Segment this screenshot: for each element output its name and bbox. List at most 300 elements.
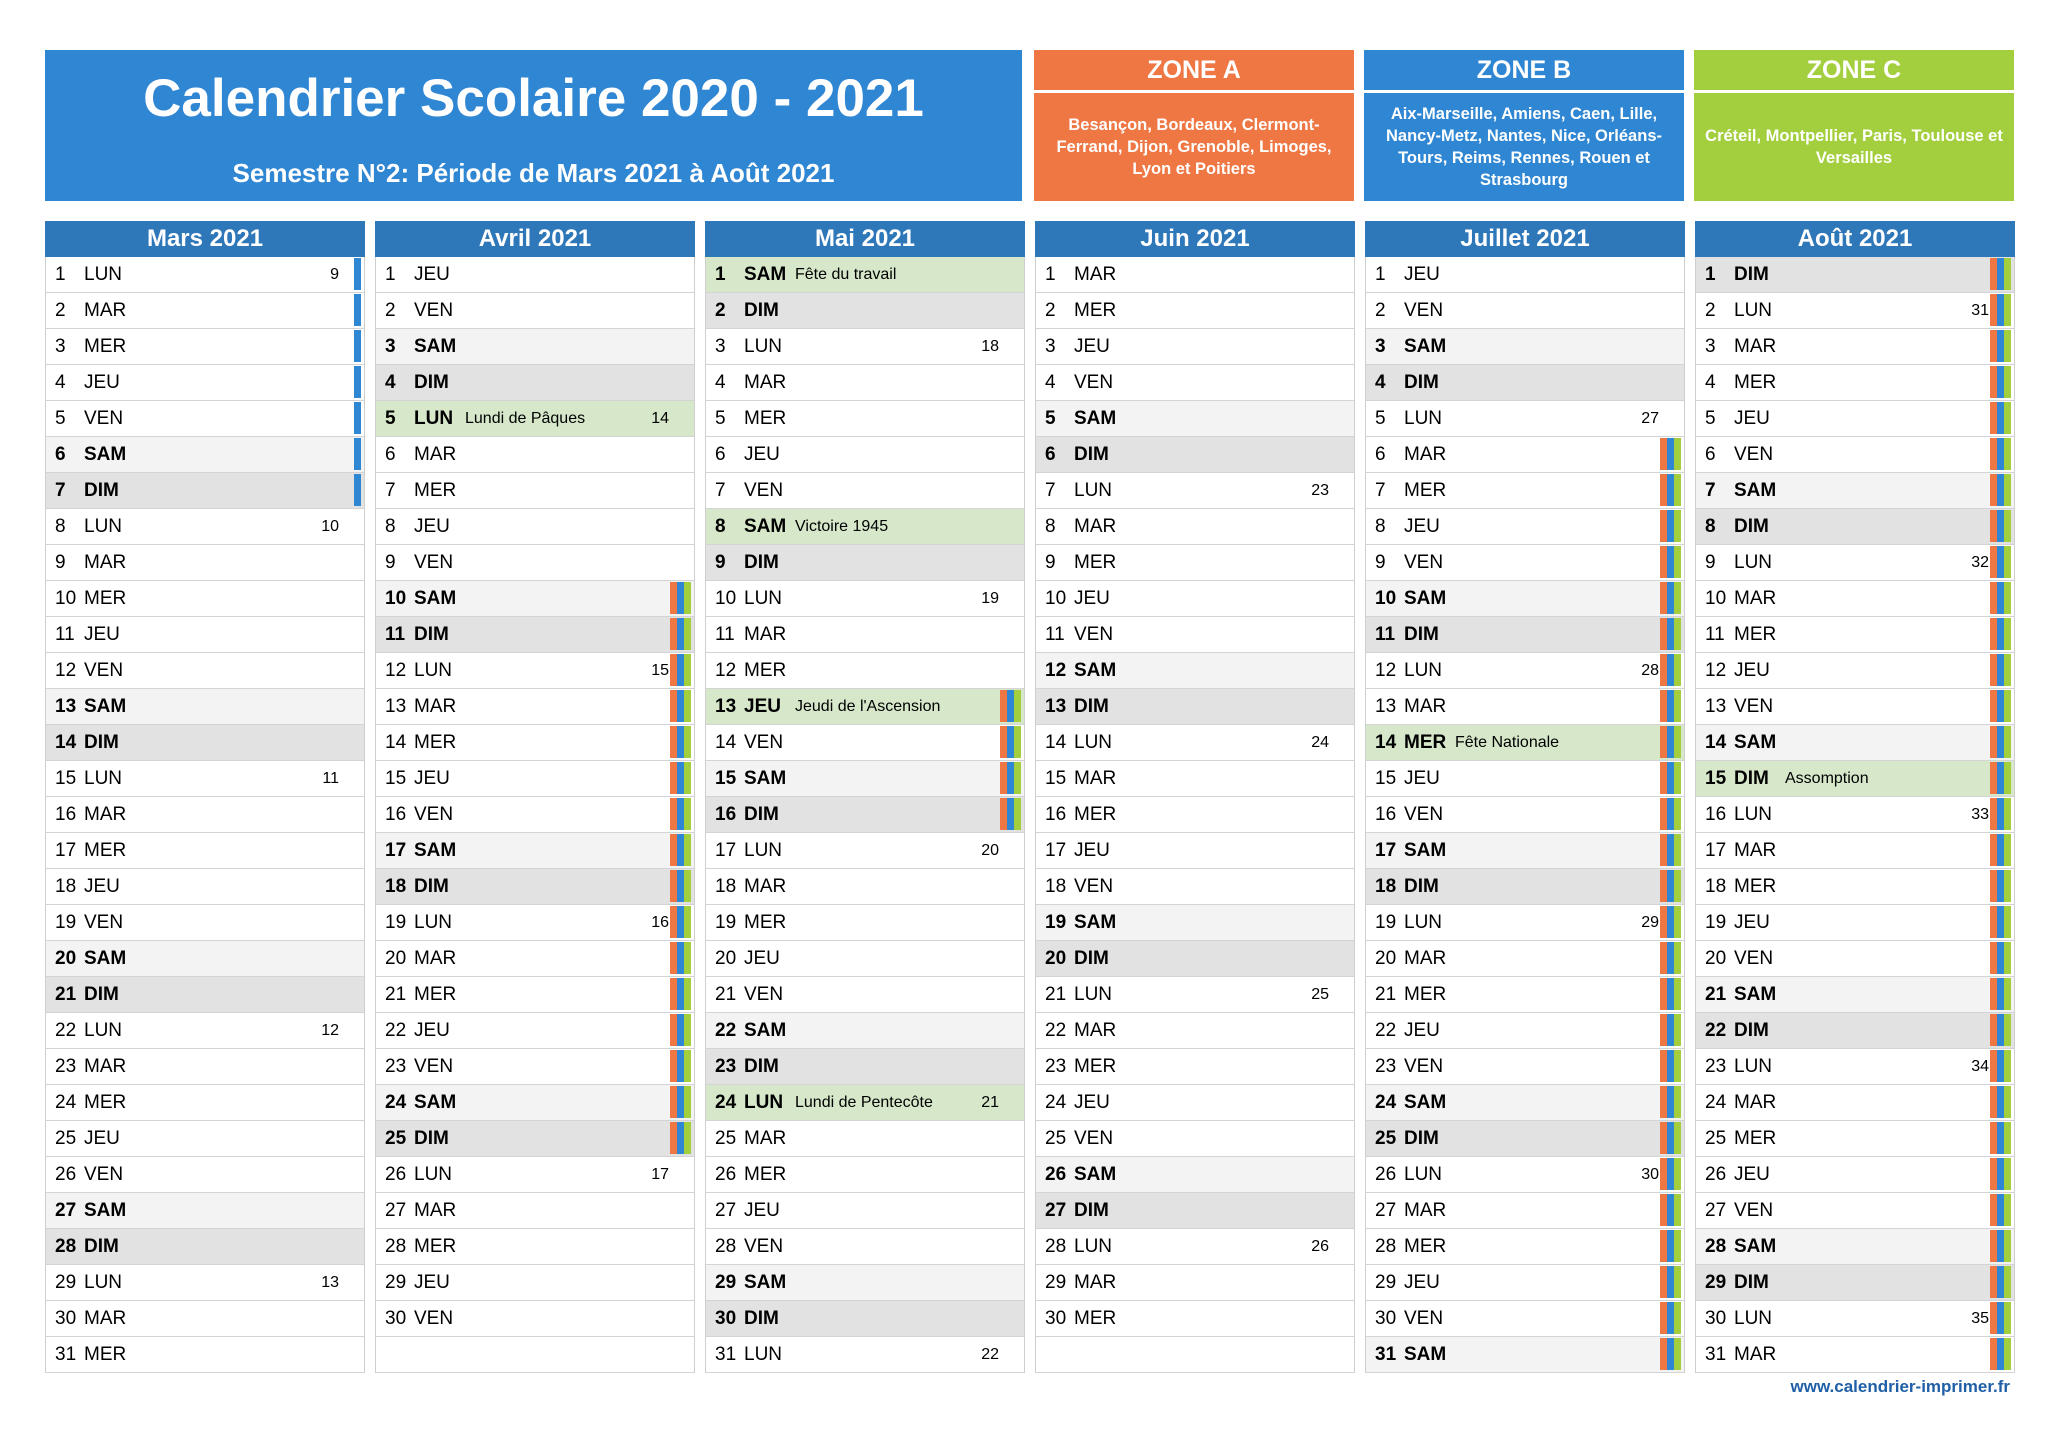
vacation-bar-zone-a — [1990, 942, 1997, 974]
day-row[interactable] — [1696, 689, 2014, 725]
day-row[interactable] — [1036, 905, 1354, 941]
vacation-bar-zone-b — [1997, 870, 2004, 902]
day-row[interactable] — [1366, 293, 1684, 329]
day-row[interactable] — [1366, 869, 1684, 905]
day-row[interactable] — [1036, 1013, 1354, 1049]
day-row[interactable] — [46, 1085, 364, 1121]
day-row[interactable] — [706, 1265, 1024, 1301]
day-row[interactable] — [46, 545, 364, 581]
day-row[interactable] — [376, 545, 694, 581]
vacation-bar-zone-b — [1997, 366, 2004, 398]
day-row[interactable] — [1366, 725, 1684, 761]
vacation-bar-zone-a — [670, 726, 677, 758]
day-row[interactable] — [1366, 905, 1684, 941]
day-row[interactable] — [706, 1121, 1024, 1157]
day-row[interactable] — [46, 401, 364, 437]
day-row[interactable] — [706, 725, 1024, 761]
day-number: 3 — [385, 336, 396, 357]
day-row[interactable] — [1036, 833, 1354, 869]
day-number: 15 — [1705, 768, 1727, 789]
day-row[interactable] — [1036, 1121, 1354, 1157]
day-row[interactable] — [376, 509, 694, 545]
day-number: 15 — [55, 768, 77, 789]
day-row[interactable] — [1366, 689, 1684, 725]
day-row[interactable] — [1696, 869, 2014, 905]
vacation-bar-zone-a — [1660, 870, 1667, 902]
day-row[interactable] — [376, 653, 694, 689]
day-row[interactable] — [46, 833, 364, 869]
day-row[interactable] — [1696, 1193, 2014, 1229]
day-row[interactable] — [1366, 365, 1684, 401]
day-row[interactable] — [1696, 257, 2014, 293]
vacation-bar-zone-c — [2004, 942, 2011, 974]
day-row[interactable] — [1366, 329, 1684, 365]
day-row[interactable] — [1036, 1193, 1354, 1229]
day-row[interactable] — [376, 941, 694, 977]
day-number: 10 — [1375, 588, 1397, 609]
day-row[interactable] — [1366, 797, 1684, 833]
day-row[interactable] — [46, 797, 364, 833]
day-number: 27 — [715, 1200, 737, 1221]
day-row[interactable] — [46, 689, 364, 725]
day-row[interactable] — [46, 977, 364, 1013]
day-name: MAR — [1404, 1200, 1447, 1221]
day-number: 2 — [1375, 300, 1386, 321]
day-row[interactable] — [46, 1121, 364, 1157]
day-row[interactable] — [46, 1301, 364, 1337]
day-row[interactable] — [706, 1337, 1024, 1373]
day-row[interactable] — [1036, 365, 1354, 401]
vacation-bar-zone-a — [1660, 546, 1667, 578]
vacation-bar-zone-b — [1667, 510, 1674, 542]
day-row[interactable] — [376, 833, 694, 869]
day-row[interactable] — [46, 365, 364, 401]
day-row[interactable] — [706, 581, 1024, 617]
day-row[interactable] — [1036, 293, 1354, 329]
day-row[interactable] — [1696, 1337, 2014, 1373]
day-number: 25 — [1045, 1128, 1067, 1149]
day-number: 22 — [1705, 1020, 1727, 1041]
day-row[interactable] — [706, 1229, 1024, 1265]
day-row[interactable] — [1696, 617, 2014, 653]
day-number: 4 — [715, 372, 726, 393]
day-number: 16 — [1705, 804, 1727, 825]
day-row[interactable] — [1036, 401, 1354, 437]
day-name: MAR — [1074, 264, 1117, 285]
week-number: 32 — [1971, 554, 1989, 571]
day-name: SAM — [1404, 336, 1447, 357]
day-row[interactable] — [1696, 905, 2014, 941]
day-number: 8 — [1045, 516, 1056, 537]
vacation-bar-zone-a — [1990, 1158, 1997, 1190]
day-row[interactable] — [376, 473, 694, 509]
vacation-bar-zone-c — [2004, 1158, 2011, 1190]
day-number: 6 — [1375, 444, 1386, 465]
day-row[interactable] — [46, 437, 364, 473]
day-row[interactable] — [1366, 257, 1684, 293]
day-row[interactable] — [706, 833, 1024, 869]
page-subtitle: Semestre N°2: Période de Mars 2021 à Août 2021 — [232, 158, 835, 188]
day-name: JEU — [84, 624, 120, 645]
vacation-bar-zone-c — [2004, 1050, 2011, 1082]
day-row[interactable] — [1036, 689, 1354, 725]
week-number: 31 — [1971, 302, 1989, 319]
day-row[interactable] — [46, 1013, 364, 1049]
day-row[interactable] — [1696, 365, 2014, 401]
day-number: 17 — [715, 840, 737, 861]
day-row[interactable] — [1366, 617, 1684, 653]
week-number: 18 — [981, 338, 999, 355]
day-row[interactable] — [1036, 617, 1354, 653]
day-row[interactable] — [376, 1157, 694, 1193]
vacation-bar-zone-c — [1674, 870, 1681, 902]
day-row[interactable] — [46, 1193, 364, 1229]
day-row[interactable] — [706, 869, 1024, 905]
day-row[interactable] — [376, 581, 694, 617]
day-row[interactable] — [1036, 869, 1354, 905]
day-row[interactable] — [1036, 977, 1354, 1013]
vacation-bar-zone-c — [1674, 474, 1681, 506]
day-row[interactable] — [1366, 509, 1684, 545]
day-row[interactable] — [1696, 401, 2014, 437]
day-number: 11 — [715, 624, 735, 645]
month-title: Août 2021 — [1695, 221, 2015, 257]
day-row[interactable] — [376, 437, 694, 473]
vacation-bar-zone-b — [354, 366, 361, 398]
day-row[interactable] — [1036, 257, 1354, 293]
day-row[interactable] — [376, 293, 694, 329]
vacation-bar-zone-c — [2004, 1194, 2011, 1226]
day-name: JEU — [84, 372, 120, 393]
vacation-bar-zone-b — [677, 942, 684, 974]
vacation-bar-zone-c — [1674, 582, 1681, 614]
day-number: 10 — [715, 588, 737, 609]
day-row[interactable] — [46, 941, 364, 977]
vacation-bar-zone-b — [1667, 870, 1674, 902]
vacation-bar-zone-c — [684, 654, 691, 686]
vacation-bar-zone-a — [1660, 582, 1667, 614]
day-row[interactable] — [46, 1337, 364, 1373]
day-row[interactable] — [46, 293, 364, 329]
day-number: 30 — [715, 1308, 737, 1329]
day-row[interactable] — [1036, 473, 1354, 509]
day-number: 23 — [1375, 1056, 1397, 1077]
vacation-bar-zone-c — [1674, 618, 1681, 650]
day-row[interactable] — [706, 257, 1024, 293]
day-row[interactable] — [1696, 797, 2014, 833]
day-name: SAM — [1404, 840, 1447, 861]
day-row[interactable] — [1696, 833, 2014, 869]
day-row[interactable] — [1036, 941, 1354, 977]
vacation-bar-zone-c — [684, 726, 691, 758]
day-row[interactable] — [706, 329, 1024, 365]
day-row[interactable] — [1696, 509, 2014, 545]
day-name: DIM — [84, 480, 119, 501]
day-name: MAR — [414, 1200, 457, 1221]
day-row[interactable] — [1036, 1049, 1354, 1085]
vacation-bar-zone-b — [1997, 474, 2004, 506]
day-row[interactable] — [1696, 941, 2014, 977]
day-row[interactable] — [1696, 437, 2014, 473]
day-row[interactable] — [706, 797, 1024, 833]
day-row[interactable] — [376, 1121, 694, 1157]
day-name: VEN — [84, 660, 124, 681]
day-name: DIM — [414, 372, 449, 393]
day-row[interactable] — [376, 1049, 694, 1085]
day-number: 8 — [55, 516, 66, 537]
day-row[interactable] — [46, 581, 364, 617]
day-row[interactable] — [1696, 1229, 2014, 1265]
vacation-bar-zone-b — [354, 402, 361, 434]
vacation-bar-zone-c — [684, 942, 691, 974]
day-row[interactable] — [706, 473, 1024, 509]
day-row[interactable] — [1036, 725, 1354, 761]
day-row[interactable] — [1696, 545, 2014, 581]
day-name: SAM — [1734, 984, 1777, 1005]
day-row[interactable] — [1036, 329, 1354, 365]
day-row[interactable] — [1696, 293, 2014, 329]
vacation-bar-zone-b — [1667, 654, 1674, 686]
day-name: MAR — [1074, 1272, 1117, 1293]
day-row[interactable] — [376, 869, 694, 905]
day-row[interactable] — [1366, 473, 1684, 509]
day-row[interactable] — [46, 653, 364, 689]
day-row[interactable] — [376, 1085, 694, 1121]
vacation-bar-zone-c — [684, 906, 691, 938]
day-row[interactable] — [706, 905, 1024, 941]
vacation-bar-zone-b — [1997, 546, 2004, 578]
zone-c-cities: Créteil, Montpellier, Paris, Toulouse et Versailles — [1705, 127, 2003, 167]
day-row[interactable] — [706, 977, 1024, 1013]
day-row[interactable] — [46, 1265, 364, 1301]
day-row[interactable] — [1036, 761, 1354, 797]
day-name: SAM — [1734, 732, 1777, 753]
day-row[interactable] — [376, 797, 694, 833]
day-row[interactable] — [1366, 761, 1684, 797]
day-row[interactable] — [376, 617, 694, 653]
day-row[interactable] — [1366, 941, 1684, 977]
week-number: 11 — [322, 770, 339, 787]
vacation-bar-zone-b — [1667, 1122, 1674, 1154]
vacation-bar-zone-b — [1667, 1086, 1674, 1118]
day-number: 9 — [715, 552, 726, 573]
day-row[interactable] — [1366, 1049, 1684, 1085]
day-row[interactable] — [1036, 1157, 1354, 1193]
vacation-bar-zone-c — [1674, 654, 1681, 686]
day-row[interactable] — [1366, 977, 1684, 1013]
day-row[interactable] — [46, 869, 364, 905]
day-row[interactable] — [706, 653, 1024, 689]
day-row[interactable] — [706, 1193, 1024, 1229]
day-number: 9 — [1705, 552, 1716, 573]
day-row[interactable] — [376, 977, 694, 1013]
day-name: DIM — [744, 804, 779, 825]
vacation-bar-zone-b — [1667, 1014, 1674, 1046]
day-row[interactable] — [1696, 653, 2014, 689]
day-row[interactable] — [1366, 1229, 1684, 1265]
day-row[interactable] — [46, 509, 364, 545]
day-row[interactable] — [376, 1013, 694, 1049]
day-row[interactable] — [1696, 581, 2014, 617]
week-number: 35 — [1971, 1310, 1989, 1327]
day-row[interactable] — [376, 365, 694, 401]
day-row[interactable] — [46, 1229, 364, 1265]
day-number: 22 — [715, 1020, 737, 1041]
day-row[interactable] — [1696, 329, 2014, 365]
day-row[interactable] — [706, 1085, 1024, 1121]
day-number: 14 — [385, 732, 407, 753]
day-row[interactable] — [1366, 1265, 1684, 1301]
day-row[interactable] — [1036, 1229, 1354, 1265]
day-row[interactable] — [46, 761, 364, 797]
day-number: 26 — [1045, 1164, 1067, 1185]
day-row[interactable] — [1036, 797, 1354, 833]
day-row[interactable] — [706, 941, 1024, 977]
day-row[interactable] — [706, 689, 1024, 725]
day-row[interactable] — [46, 617, 364, 653]
day-row[interactable] — [1366, 833, 1684, 869]
day-name: MAR — [1734, 588, 1777, 609]
day-row[interactable] — [1696, 1265, 2014, 1301]
vacation-bar-zone-b — [1007, 726, 1014, 758]
day-row[interactable] — [706, 1157, 1024, 1193]
vacation-bar-zone-a — [1660, 474, 1667, 506]
day-number: 13 — [385, 696, 407, 717]
day-name: VEN — [1404, 300, 1444, 321]
day-row[interactable] — [1696, 1085, 2014, 1121]
day-row[interactable] — [706, 509, 1024, 545]
day-number: 19 — [55, 912, 77, 933]
day-row[interactable] — [46, 905, 364, 941]
day-row[interactable] — [376, 689, 694, 725]
vacation-bar-zone-c — [684, 582, 691, 614]
day-row[interactable] — [376, 761, 694, 797]
vacation-bar-zone-c — [684, 834, 691, 866]
day-row[interactable] — [1036, 1301, 1354, 1337]
day-row[interactable] — [376, 1265, 694, 1301]
vacation-bar-zone-a — [670, 1014, 677, 1046]
day-number: 6 — [1705, 444, 1716, 465]
zone-b-name: ZONE B — [1364, 50, 1684, 93]
month-title: Juin 2021 — [1035, 221, 1355, 257]
day-row[interactable] — [706, 1301, 1024, 1337]
vacation-bar-zone-a — [1660, 654, 1667, 686]
day-row[interactable] — [706, 293, 1024, 329]
day-row[interactable] — [1366, 1301, 1684, 1337]
day-row[interactable] — [1366, 1337, 1684, 1373]
week-number: 26 — [1311, 1238, 1329, 1255]
day-row[interactable] — [706, 401, 1024, 437]
day-row[interactable] — [1696, 977, 2014, 1013]
day-row[interactable] — [46, 1157, 364, 1193]
day-row[interactable] — [1366, 1013, 1684, 1049]
day-row[interactable] — [376, 1301, 694, 1337]
day-row[interactable] — [1696, 1121, 2014, 1157]
day-row[interactable] — [1366, 581, 1684, 617]
day-row[interactable] — [1036, 653, 1354, 689]
day-row[interactable] — [1696, 1049, 2014, 1085]
vacation-bar-zone-c — [2004, 510, 2011, 542]
day-row[interactable] — [1366, 1157, 1684, 1193]
day-row[interactable] — [1696, 1301, 2014, 1337]
day-row[interactable] — [1366, 1085, 1684, 1121]
day-row[interactable] — [1696, 761, 2014, 797]
day-row[interactable] — [46, 329, 364, 365]
day-row[interactable] — [1366, 1121, 1684, 1157]
day-number: 8 — [385, 516, 396, 537]
day-row[interactable] — [1366, 1193, 1684, 1229]
vacation-bar-zone-b — [1997, 906, 2004, 938]
day-number: 11 — [55, 624, 75, 645]
day-row[interactable] — [46, 473, 364, 509]
day-row[interactable] — [706, 617, 1024, 653]
day-number: 3 — [1045, 336, 1056, 357]
day-row[interactable] — [1696, 1013, 2014, 1049]
day-name: MAR — [84, 804, 127, 825]
day-number: 4 — [1705, 372, 1716, 393]
month-title: Avril 2021 — [375, 221, 695, 257]
day-row[interactable] — [1366, 653, 1684, 689]
website-link[interactable]: www.calendrier-imprimer.fr — [1790, 1377, 2010, 1396]
vacation-bar-zone-a — [1660, 942, 1667, 974]
day-number: 20 — [385, 948, 407, 969]
vacation-bar-zone-a — [1990, 330, 1997, 362]
day-row[interactable] — [706, 1013, 1024, 1049]
day-row[interactable] — [1036, 437, 1354, 473]
vacation-bar-zone-c — [1674, 510, 1681, 542]
day-row[interactable] — [1036, 1085, 1354, 1121]
day-row[interactable] — [376, 257, 694, 293]
day-name: SAM — [1074, 660, 1117, 681]
vacation-bar-zone-a — [1990, 1122, 1997, 1154]
day-row[interactable] — [376, 725, 694, 761]
vacation-bar-zone-c — [2004, 402, 2011, 434]
day-row[interactable] — [1366, 545, 1684, 581]
day-row[interactable] — [376, 905, 694, 941]
day-number: 25 — [55, 1128, 77, 1149]
day-row[interactable] — [376, 1193, 694, 1229]
day-row[interactable] — [1036, 545, 1354, 581]
day-row[interactable] — [46, 1049, 364, 1085]
day-row[interactable] — [1696, 473, 2014, 509]
day-row[interactable] — [706, 437, 1024, 473]
day-row[interactable] — [46, 257, 364, 293]
day-name: VEN — [1074, 624, 1114, 645]
day-row[interactable] — [706, 365, 1024, 401]
day-name: MER — [1074, 300, 1117, 321]
day-row[interactable] — [376, 401, 694, 437]
day-number: 31 — [1375, 1344, 1397, 1365]
vacation-bar-zone-c — [1674, 798, 1681, 830]
day-name: SAM — [1404, 1344, 1447, 1365]
day-row[interactable] — [1696, 725, 2014, 761]
day-row[interactable] — [706, 545, 1024, 581]
day-row[interactable] — [1366, 437, 1684, 473]
day-row[interactable] — [1036, 509, 1354, 545]
day-name: JEU — [1734, 660, 1770, 681]
vacation-bar-zone-c — [684, 690, 691, 722]
day-row[interactable] — [46, 725, 364, 761]
vacation-bar-zone-c — [1674, 906, 1681, 938]
day-row[interactable] — [376, 1229, 694, 1265]
day-row[interactable] — [706, 1049, 1024, 1085]
day-row[interactable] — [1696, 1157, 2014, 1193]
day-row[interactable] — [1036, 1265, 1354, 1301]
day-row[interactable] — [706, 761, 1024, 797]
day-row[interactable] — [376, 329, 694, 365]
day-row[interactable] — [1036, 581, 1354, 617]
day-row[interactable] — [1366, 401, 1684, 437]
